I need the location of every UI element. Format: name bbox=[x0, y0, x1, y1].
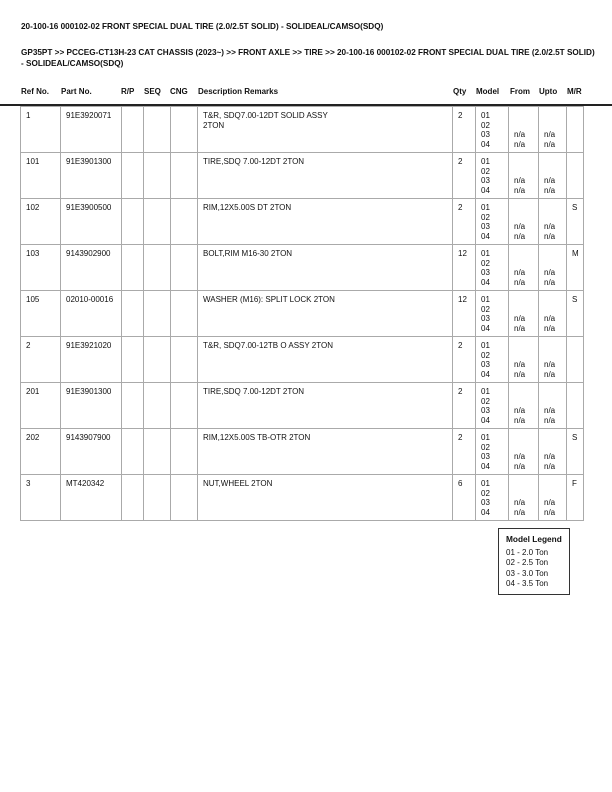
cell-desc: T&R, SDQ7.00-12DT SOLID ASSY 2TON bbox=[198, 107, 453, 153]
cell-desc: TIRE,SDQ 7.00-12DT 2TON bbox=[198, 383, 453, 429]
cell-part: 9143907900 bbox=[61, 429, 122, 475]
cell-from: n/a n/a bbox=[509, 199, 539, 245]
col-seq: SEQ bbox=[144, 87, 161, 96]
cell-ref: 3 bbox=[21, 475, 61, 521]
cell-desc: WASHER (M16): SPLIT LOCK 2TON bbox=[198, 291, 453, 337]
cell-mr: S bbox=[567, 291, 584, 337]
cell-mr: S bbox=[567, 429, 584, 475]
cell-model: 01 02 03 04 bbox=[476, 199, 509, 245]
table-row bbox=[21, 245, 584, 291]
cell-cng bbox=[171, 383, 198, 429]
cell-from: n/a n/a bbox=[509, 475, 539, 521]
cell-part: 02010-00016 bbox=[61, 291, 122, 337]
cell-mr bbox=[567, 337, 584, 383]
cell-ref: 2 bbox=[21, 337, 61, 383]
cell-model: 01 02 03 04 bbox=[476, 429, 509, 475]
cell-rp bbox=[122, 291, 144, 337]
table-row bbox=[21, 337, 584, 383]
cell-seq bbox=[144, 383, 171, 429]
cell-cng bbox=[171, 107, 198, 153]
cell-cng bbox=[171, 475, 198, 521]
cell-seq bbox=[144, 199, 171, 245]
table-row bbox=[21, 429, 584, 475]
table-row bbox=[21, 199, 584, 245]
cell-seq bbox=[144, 107, 171, 153]
cell-seq bbox=[144, 337, 171, 383]
cell-desc: T&R, SDQ7.00-12TB O ASSY 2TON bbox=[198, 337, 453, 383]
cell-cng bbox=[171, 245, 198, 291]
col-from: From bbox=[510, 87, 530, 96]
cell-cng bbox=[171, 337, 198, 383]
col-mr: M/R bbox=[567, 87, 582, 96]
cell-mr bbox=[567, 153, 584, 199]
cell-part: 91E3900500 bbox=[61, 199, 122, 245]
cell-from: n/a n/a bbox=[509, 291, 539, 337]
cell-ref: 103 bbox=[21, 245, 61, 291]
cell-desc: NUT,WHEEL 2TON bbox=[198, 475, 453, 521]
cell-rp bbox=[122, 245, 144, 291]
cell-rp bbox=[122, 337, 144, 383]
cell-from: n/a n/a bbox=[509, 429, 539, 475]
cell-part: 9143902900 bbox=[61, 245, 122, 291]
cell-qty: 2 bbox=[453, 153, 476, 199]
table-row bbox=[21, 475, 584, 521]
cell-qty: 6 bbox=[453, 475, 476, 521]
col-upto: Upto bbox=[539, 87, 558, 96]
cell-model: 01 02 03 04 bbox=[476, 107, 509, 153]
cell-cng bbox=[171, 291, 198, 337]
legend-title: Model Legend bbox=[506, 534, 562, 544]
cell-model: 01 02 03 04 bbox=[476, 475, 509, 521]
col-qty: Qty bbox=[453, 87, 467, 96]
model-legend bbox=[498, 528, 570, 595]
col-part: Part No. bbox=[61, 87, 92, 96]
cell-ref: 201 bbox=[21, 383, 61, 429]
cell-upto: n/a n/a bbox=[539, 475, 567, 521]
cell-qty: 2 bbox=[453, 337, 476, 383]
cell-part: MT420342 bbox=[61, 475, 122, 521]
cell-qty: 2 bbox=[453, 199, 476, 245]
cell-seq bbox=[144, 475, 171, 521]
cell-upto: n/a n/a bbox=[539, 153, 567, 199]
cell-from: n/a n/a bbox=[509, 107, 539, 153]
cell-seq bbox=[144, 291, 171, 337]
cell-desc: TIRE,SDQ 7.00-12DT 2TON bbox=[198, 153, 453, 199]
cell-part: 91E3901300 bbox=[61, 153, 122, 199]
cell-cng bbox=[171, 199, 198, 245]
cell-mr bbox=[567, 383, 584, 429]
cell-seq bbox=[144, 245, 171, 291]
table-row bbox=[21, 107, 584, 153]
cell-ref: 1 bbox=[21, 107, 61, 153]
legend-item: 01 - 2.0 Ton bbox=[506, 547, 549, 557]
cell-from: n/a n/a bbox=[509, 153, 539, 199]
cell-upto: n/a n/a bbox=[539, 291, 567, 337]
col-ref: Ref No. bbox=[21, 87, 49, 96]
cell-mr bbox=[567, 107, 584, 153]
cell-qty: 12 bbox=[453, 245, 476, 291]
cell-rp bbox=[122, 475, 144, 521]
cell-rp bbox=[122, 199, 144, 245]
cell-ref: 105 bbox=[21, 291, 61, 337]
cell-upto: n/a n/a bbox=[539, 199, 567, 245]
cell-qty: 2 bbox=[453, 383, 476, 429]
cell-desc: RIM,12X5.00S DT 2TON bbox=[198, 199, 453, 245]
cell-upto: n/a n/a bbox=[539, 107, 567, 153]
col-model: Model bbox=[476, 87, 500, 96]
page-title: 20-100-16 000102-02 FRONT SPECIAL DUAL TIRE (2.0/2.5T SOLID) - SOLIDEAL/CAMSO(SDQ) bbox=[21, 22, 384, 31]
cell-model: 01 02 03 04 bbox=[476, 153, 509, 199]
cell-upto: n/a n/a bbox=[539, 429, 567, 475]
breadcrumb: GP35PT >> PCCEG-CT13H-23 CAT CHASSIS (2023~) >> FRONT AXLE >> TIRE >> 20-100-16 000102-02 FRONT SPECIAL DUAL TIRE (2.0/2.5T SOLID) - SOLIDEAL/CAMSO(SDQ) bbox=[21, 48, 595, 68]
legend-item: 02 - 2.5 Ton bbox=[506, 558, 549, 567]
cell-part: 91E3920071 bbox=[61, 107, 122, 153]
cell-desc: RIM,12X5.00S TB-OTR 2TON bbox=[198, 429, 453, 475]
cell-upto: n/a n/a bbox=[539, 245, 567, 291]
cell-from: n/a n/a bbox=[509, 245, 539, 291]
cell-mr: F bbox=[567, 475, 584, 521]
cell-rp bbox=[122, 153, 144, 199]
cell-ref: 101 bbox=[21, 153, 61, 199]
cell-qty: 2 bbox=[453, 429, 476, 475]
cell-upto: n/a n/a bbox=[539, 337, 567, 383]
table-row bbox=[21, 383, 584, 429]
cell-ref: 102 bbox=[21, 199, 61, 245]
cell-seq bbox=[144, 153, 171, 199]
col-cng: CNG bbox=[170, 87, 188, 96]
col-rp: R/P bbox=[121, 87, 135, 96]
cell-part: 91E3921020 bbox=[61, 337, 122, 383]
cell-mr: M bbox=[567, 245, 584, 291]
cell-cng bbox=[171, 153, 198, 199]
cell-model: 01 02 03 04 bbox=[476, 337, 509, 383]
cell-seq bbox=[144, 429, 171, 475]
cell-rp bbox=[122, 383, 144, 429]
cell-model: 01 02 03 04 bbox=[476, 383, 509, 429]
cell-from: n/a n/a bbox=[509, 383, 539, 429]
cell-cng bbox=[171, 429, 198, 475]
cell-model: 01 02 03 04 bbox=[476, 291, 509, 337]
legend-item: 04 - 3.5 Ton bbox=[506, 579, 549, 588]
cell-qty: 2 bbox=[453, 107, 476, 153]
cell-upto: n/a n/a bbox=[539, 383, 567, 429]
cell-from: n/a n/a bbox=[509, 337, 539, 383]
cell-model: 01 02 03 04 bbox=[476, 245, 509, 291]
table-row bbox=[21, 153, 584, 199]
col-desc: Description Remarks bbox=[198, 87, 279, 96]
cell-part: 91E3901300 bbox=[61, 383, 122, 429]
table-row bbox=[21, 291, 584, 337]
parts-table bbox=[20, 106, 584, 521]
cell-rp bbox=[122, 107, 144, 153]
cell-qty: 12 bbox=[453, 291, 476, 337]
cell-ref: 202 bbox=[21, 429, 61, 475]
cell-mr: S bbox=[567, 199, 584, 245]
legend-item: 03 - 3.0 Ton bbox=[506, 568, 549, 578]
cell-desc: BOLT,RIM M16-30 2TON bbox=[198, 245, 453, 291]
cell-rp bbox=[122, 429, 144, 475]
table-area bbox=[20, 106, 600, 595]
